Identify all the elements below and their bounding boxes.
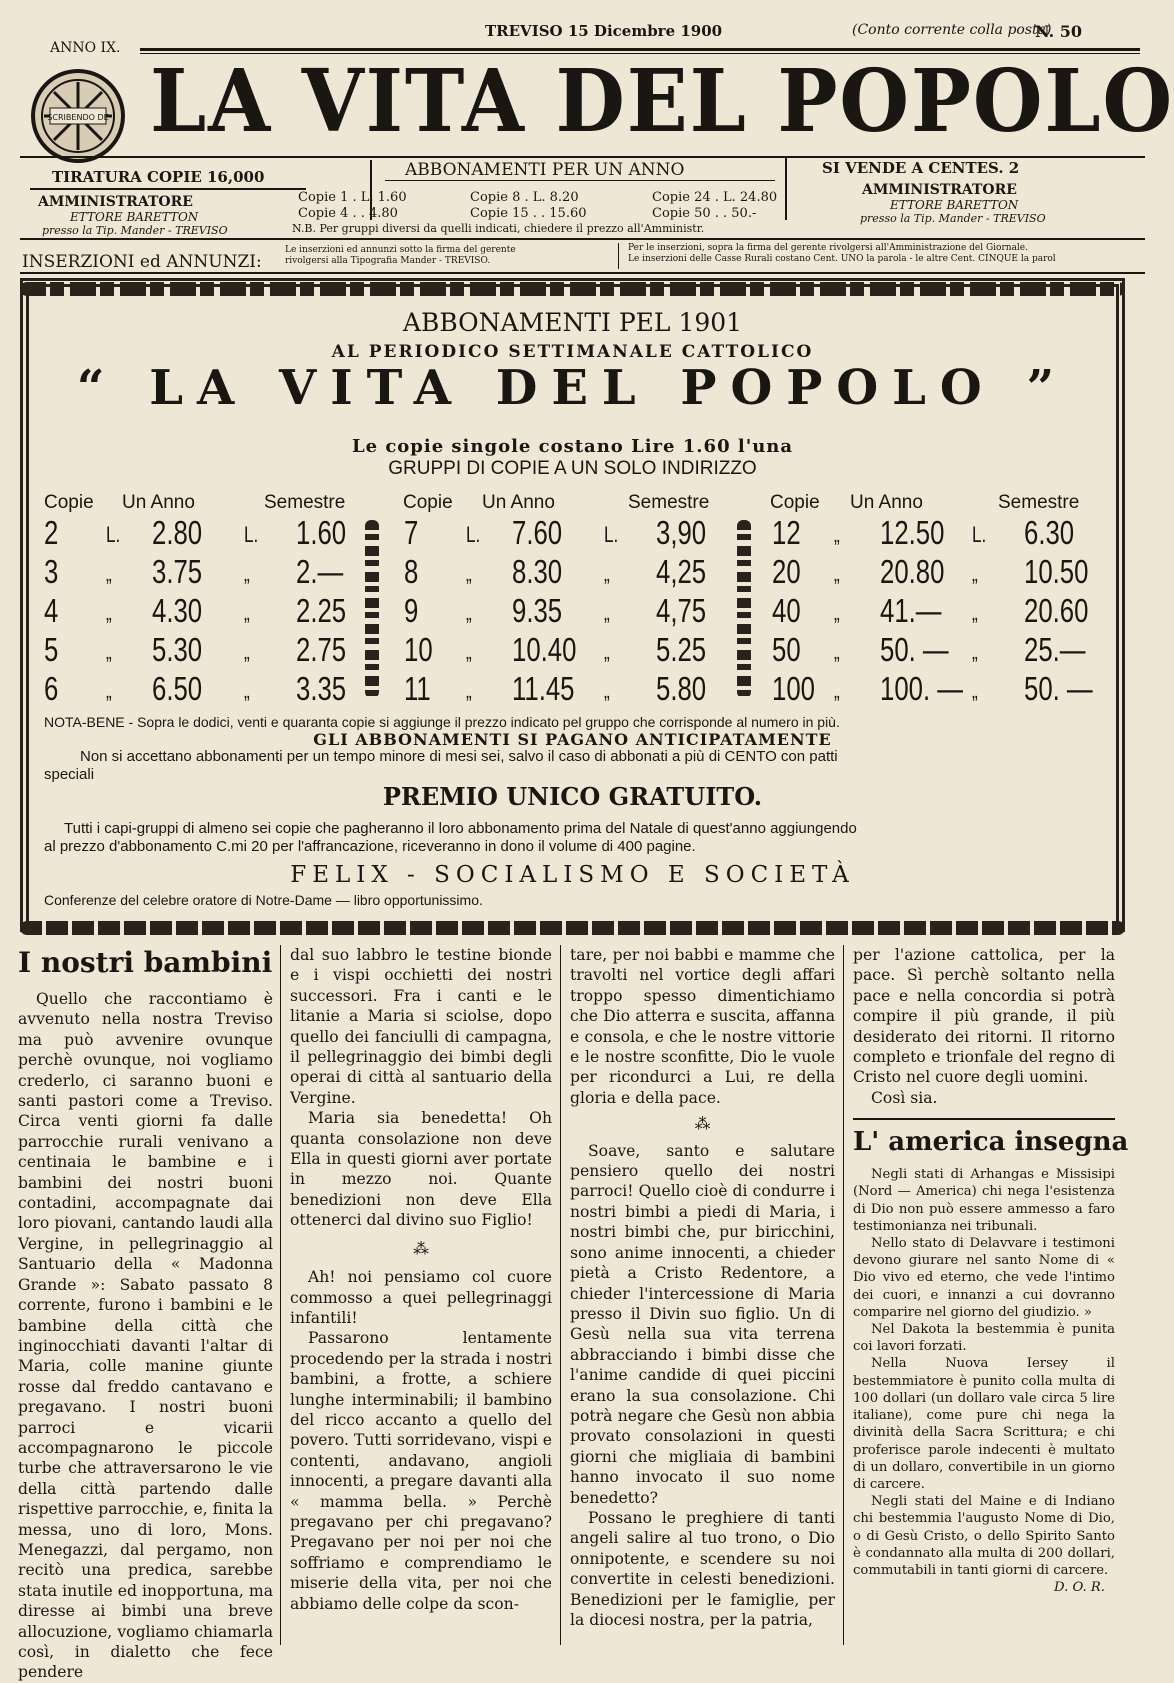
signature: D. O. R.	[1053, 1580, 1105, 1596]
anticipati: GLI ABBONAMENTI SI PAGANO ANTICIPATAMENTE	[313, 730, 832, 749]
price-cell: 12.50	[880, 514, 945, 551]
price-cell: 20.80	[880, 553, 945, 590]
article1-col2	[290, 945, 552, 1645]
issue-number: N. 50	[1035, 22, 1083, 41]
article1-col2-p3: Ah! noi pensiamo col cuore commosso a quei pellegrinaggi infantili!	[290, 1268, 552, 1327]
price-cell: 6.50	[152, 670, 203, 707]
price-cell: „	[466, 678, 472, 703]
seal-text: SCRIBENDO DE	[47, 113, 109, 122]
inserzioni-right-2: Le inserzioni delle Casse Rurali costano Cent. UNO la parola - le altre Cent. CINQUE la parol	[628, 254, 1056, 264]
price-cell: „	[604, 600, 610, 625]
price-cell: 2.—	[296, 553, 344, 590]
price-2: Copie 8 . L. 8.20	[470, 190, 579, 205]
price-cell: 3.75	[152, 553, 203, 590]
ornament-column-2	[737, 520, 751, 698]
price-cell: 1.60	[296, 514, 347, 551]
article1-col4-p1: per l'azione cattolica, per la pace. Sì perchè soltanto nella pace e nella concordia si potrà compire il più grande, il più desiderato dei ritorni. Il ritorno completo e trionfale del regno di Cristo nel cuore degli uomini.	[853, 946, 1115, 1087]
price-cell: 2.80	[152, 514, 203, 551]
article2-p1: Negli stati di Arhangas e Missisipi (Nord — America) chi nega l'esistenza di Dio non può essere ammesso a faro testimonianza nei tribunali.	[853, 1167, 1115, 1234]
price-5: Copie 15 . . 15.60	[470, 206, 587, 221]
price-cell: 8.30	[512, 553, 563, 590]
price-cell: 3	[44, 553, 59, 590]
ad-title-1: ABBONAMENTI PEL 1901	[402, 308, 743, 337]
price-cell: „	[834, 522, 840, 547]
price-cell: „	[834, 639, 840, 664]
hdr-anno-b: Un Anno	[482, 492, 555, 513]
price-4: Copie 4 . . 4.80	[298, 206, 398, 221]
price-cell: 6.30	[1024, 514, 1075, 551]
price-cell: 9.35	[512, 592, 563, 629]
posta-note: (Conto corrente colla posta)	[852, 22, 1052, 38]
price-cell: „	[244, 600, 250, 625]
premio-title: PREMIO UNICO GRATUITO.	[382, 782, 763, 811]
price-cell: 5.25	[656, 631, 707, 668]
price-cell: „	[466, 639, 472, 664]
price-cell: „	[106, 639, 112, 664]
non-si-accettano-2: speciali	[44, 766, 95, 783]
inserzioni-left-1: Le inserzioni ed annunzi sotto la firma del gerente	[285, 245, 516, 255]
inserzioni-label: INSERZIONI ed ANNUNZI:	[22, 252, 262, 272]
masthead-title: LA VITA DEL POPOLO	[150, 51, 1174, 152]
separator-stars-2: ⁂	[694, 1115, 711, 1134]
conferenze: Conferenze del celebre oratore di Notre-Dame — libro opportunissimo.	[44, 892, 483, 908]
dateline: TREVISO 15 Dicembre 1900	[485, 22, 723, 40]
price-cell: 3.35	[296, 670, 347, 707]
article1-col1	[18, 945, 273, 1682]
hdr-sem-c: Semestre	[998, 492, 1080, 513]
price-cell: 5	[44, 631, 59, 668]
hdr-sem-a: Semestre	[264, 492, 346, 513]
article2-p5: Negli stati del Maine e di Indiano chi bestemmia l'augusto Nome di Dio, o di Gesù Cristo, o dello Spirito Santo è condannato alla multa di 200 dollari, commutabili in tanti giorni di carcere.	[853, 1494, 1115, 1578]
article1-col1-text: Quello che raccontiamo è avvenuto nella nostra Treviso ma può avvenire ovunque perchè ovunque, noi vogliamo crederlo, ci saranno buoni e santi pastori come a Treviso. Circa venti giorni fa dalle parrocchie rurali venivano a centinaia le bambine e i bambini dei nostri buoni contadini, accompagnate dai loro piovani, cantando laudi alla Vergine, in pellegrinaggio al Santuario della « Madonna Grande »: Sabato passato 8 corrente, furono i bambini e le bambine della città che inginocchiati davanti l'altar di Maria, colle manine giunte rosse dal freddo cantavano e pregavano. I nostri buoni parroci e vicarii accompagnarono le piccole turbe che attraversarono le vie della città partendo dalle rispettive parrocchie, e, finita la messa, uno di loro, Mons. Menegazzi, dal pergamo, non recitò una predica, sarebbe stata inutile ed inopportuna, ma diresse ai bimbi una breve allocuzione, vogliamo chiamarla così, in dialetto che fece pendere	[18, 990, 273, 1682]
price-cell: 7	[404, 514, 419, 551]
price-cell: L.	[604, 522, 619, 547]
price-cell: 4	[44, 592, 59, 629]
price-cell: „	[972, 561, 978, 586]
price-cell: 3,90	[656, 514, 707, 551]
price-cell: 25.—	[1024, 631, 1086, 668]
price-cell: 11	[404, 670, 431, 707]
article1-col4-p2: Così sia.	[871, 1088, 938, 1107]
amm-addr-left: presso la Tip. Mander - TREVISO	[42, 224, 228, 237]
amm-name-right: ETTORE BARETTON	[890, 198, 1019, 212]
ad-title-3: “ LA VITA DEL POPOLO ”	[76, 360, 1069, 416]
price-cell: „	[106, 561, 112, 586]
article2-p3: Nel Dakota la bestemmia è punita coi lavori forzati.	[853, 1322, 1115, 1355]
nb-note: N.B. Per gruppi diversi da quelli indicati, chiedere il prezzo all'Amministr.	[292, 222, 705, 235]
amm-name-left: ETTORE BARETTON	[70, 210, 199, 224]
price-3: Copie 24 . L. 24.80	[652, 190, 778, 205]
price-cell: 20	[772, 553, 801, 590]
price-cell: „	[604, 639, 610, 664]
amm-addr-right: presso la Tip. Mander - TREVISO	[860, 212, 1046, 225]
article2-p2: Nello stato di Delavvare i testimoni devono giurare nel santo Nome di « Dio vivo ed eterno, che vede l'intimo dei cuori, e innanzi a cui dovranno comparire nel giorno del giudizio. »	[853, 1236, 1115, 1320]
article1-col2-p1: dal suo labbro le testine bionde e i vispi occhietti dei nostri successori. Fra i canti e le litanie a Maria si sciolse, dopo quello dei fanciulli di campagna, il pellegrinaggio dei bimbi degli operai di città al santuario della Vergine.	[290, 946, 552, 1107]
article1-col3-p3: Possano le preghiere di tanti angeli salire al tuo trono, o Dio onnipotente, e scendere su noi convertite in celesti benedizioni. Benedizioni per le famiglie, per la diocesi nostra, per la patria,	[570, 1508, 835, 1629]
price-cell: „	[244, 678, 250, 703]
article1-col2-p2: Maria sia benedetta! Oh quanta consolazione non deve Ella in questi giorni aver portate in mezzo noi. Quante benedizioni non deve Ella ottenerci dal divino suo Figlio!	[290, 1109, 552, 1230]
price-cell: 2	[44, 514, 59, 551]
price-cell: 12	[772, 514, 801, 551]
inserzioni-right-1: Per le inserzioni, sopra la firma del gerente rivolgersi all'Amministrazione del Giornale.	[628, 243, 1028, 253]
hdr-copie-b: Copie	[403, 492, 453, 513]
price-cell: „	[106, 600, 112, 625]
price-cell: 8	[404, 553, 419, 590]
article1-col3	[570, 945, 835, 1645]
price-cell: 6	[44, 670, 59, 707]
hdr-copie-a: Copie	[44, 492, 94, 513]
amm-title-left: AMMINISTRATORE	[38, 194, 193, 210]
price-cell: 100. —	[880, 670, 963, 707]
abbonamenti-header: ABBONAMENTI PER UN ANNO	[405, 160, 685, 180]
article1-col4	[853, 945, 1129, 1645]
price-cell: 50	[772, 631, 801, 668]
price-cell: 100	[772, 670, 815, 707]
price-cell: L.	[244, 522, 259, 547]
price-cell: L.	[466, 522, 481, 547]
price-cell: „	[604, 678, 610, 703]
price-cell: „	[834, 600, 840, 625]
ad-title-2: AL PERIODICO SETTIMANALE CATTOLICO	[331, 342, 814, 362]
price-cell: 4,25	[656, 553, 707, 590]
price-cell: 10	[404, 631, 433, 668]
price-cell: „	[466, 561, 472, 586]
premio-text-2: al prezzo d'abbonamento C.mi 20 per l'affrancazione, riceveranno in dono il volume di 400 pagine.	[44, 838, 696, 855]
article1-col2-p4: Passarono lentamente procedendo per la strada i nostri bambini, a frotte, a schiere lunghe interminabili; il bambino del ricco accanto a quello del povero. Tutti sorridevano, vispi e contenti, andavano, angioli innocenti, a pregare davanti alla « mamma bella. » Perchè pregavano per chi pregavano? Pregavano per noi per noi che soffriamo e comprendiamo le miserie della vita, per noi che abbiamo delle colpe da scon-	[290, 1329, 552, 1613]
price-cell: 5.80	[656, 670, 707, 707]
article1-title: I nostri bambini	[18, 946, 273, 979]
price-cell: 41.—	[880, 592, 942, 629]
hdr-sem-b: Semestre	[628, 492, 710, 513]
separator-stars: ⁂	[413, 1239, 429, 1258]
price-6: Copie 50 . . 50.-	[652, 206, 757, 221]
price-1: Copie 1 . L. 1.60	[298, 190, 407, 205]
article2-p4: Nella Nuova Iersey il bestemmiatore è punito colla multa di 100 dollari (un dollaro vale circa 5 lire italiane), come pure chi nega la divinità della Sacra Scrittura; e chi proferisce parole indecenti è multato di un dollaro, convertibile in un giorno di carcere.	[853, 1356, 1115, 1492]
price-cell: „	[972, 639, 978, 664]
ad-gruppi: GRUPPI DI COPIE A UN SOLO INDIRIZZO	[388, 458, 757, 479]
price-cell: 11.45	[512, 670, 575, 707]
price-cell: 7.60	[512, 514, 563, 551]
seal-emblem	[30, 68, 126, 164]
price-cell: 50. —	[1024, 670, 1093, 707]
amm-title-right: AMMINISTRATORE	[862, 182, 1017, 198]
article1-col3-p2: Soave, santo e salutare pensiero quello dei nostri parroci! Quello cioè di condurre i nostri bimbi a piedi di Maria, i nostri bimbi che, pur biricchini, sono anime innocenti, a chieder pietà a Cristo Redentore, a chieder l'intercessione di Maria presso il Divin suo figlio. Un di Gesù nella sua vita terrena abbracciando i bimbi disse che l'anime candide di quei piccini erano la sua consolazione. Chi potrà negare che Gesù non abbia provato consolazioni in questi giorni che migliaia di bambini hanno invocato il suo nome benedetto?	[570, 1141, 835, 1507]
hdr-copie-c: Copie	[770, 492, 820, 513]
ornament-border-bottom	[20, 921, 1125, 935]
article2-title: L' america insegna	[853, 1127, 1129, 1158]
price-cell: 9	[404, 592, 419, 629]
price-cell: „	[972, 678, 978, 703]
price-cell: „	[972, 600, 978, 625]
price-cell: L.	[972, 522, 987, 547]
tiratura: TIRATURA COPIE 16,000	[52, 168, 265, 186]
price-cell: 4,75	[656, 592, 707, 629]
price-cell: L.	[106, 522, 121, 547]
price-cell: „	[244, 561, 250, 586]
price-cell: „	[466, 600, 472, 625]
price-cell: „	[106, 678, 112, 703]
hdr-anno-c: Un Anno	[850, 492, 923, 513]
price-cell: 2.75	[296, 631, 347, 668]
inserzioni-left-2: rivolgersi alla Tipografia Mander - TREVISO.	[285, 256, 491, 266]
price-cell: 2.25	[296, 592, 347, 629]
price-cell: 4.30	[152, 592, 203, 629]
price-cell: „	[834, 561, 840, 586]
price-cell: 50. —	[880, 631, 949, 668]
article1-col3-p1: tare, per noi babbi e mamme che travolti nel vortice degli affari troppo spesso dimentichiamo che Dio atterra e suscita, affanna e consola, e che le nostre vittorie e le nostre sconfitte, Dio le vuole per ricondurci a Lui, re della gloria e della pace.	[570, 946, 835, 1107]
price-cell: 40	[772, 592, 801, 629]
price-cell: 10.40	[512, 631, 577, 668]
price-cell: 10.50	[1024, 553, 1089, 590]
hdr-anno-a: Un Anno	[122, 492, 195, 513]
price-cell: „	[834, 678, 840, 703]
ornament-column-1	[365, 520, 379, 698]
price-cell: „	[244, 639, 250, 664]
premio-text-1: Tutti i capi-gruppi di almeno sei copie che pagheranno il loro abbonamento prima del Natale di quest'anno aggiungendo	[64, 820, 857, 837]
anno: ANNO IX.	[50, 40, 121, 56]
price-cell: 5.30	[152, 631, 203, 668]
nota-bene: NOTA-BENE - Sopra le dodici, venti e quaranta copie si aggiunge il prezzo indicato pel gruppo che corrisponde al numero in più.	[44, 714, 840, 730]
vende: SI VENDE A CENTES. 2	[822, 159, 1020, 177]
felix-title: FELIX - SOCIALISMO E SOCIETÀ	[290, 862, 855, 888]
non-si-accettano: Non si accettano abbonamenti per un tempo minore di mesi sei, salvo il caso di abbonati a più di CENTO con patti	[80, 748, 838, 765]
price-cell: 20.60	[1024, 592, 1089, 629]
price-cell: „	[604, 561, 610, 586]
ad-copie-singole: Le copie singole costano Lire 1.60 l'una	[351, 436, 794, 457]
